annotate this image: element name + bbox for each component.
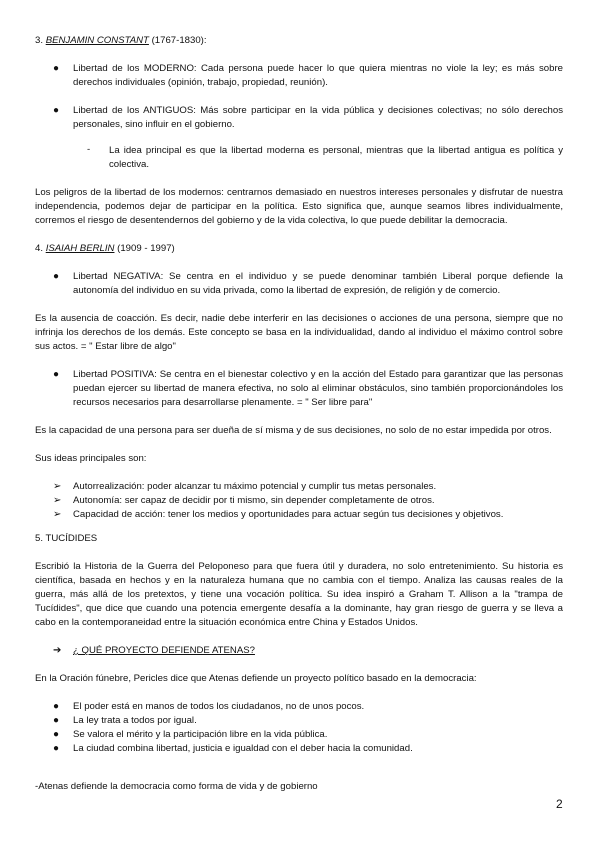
dash-icon: - — [87, 144, 91, 155]
section-number: 4. — [35, 243, 44, 254]
arrow-bullet-icon: ➢ — [53, 495, 62, 506]
democracy-points-list — [35, 700, 563, 756]
section-number: 3. — [35, 35, 44, 46]
constant-paragraph: Los peligros de la libertad de los modernos: centrarnos demasiado en nuestros intereses personales y disfrutar de nuestra independencia, podemos dejar de participar en la política. Esto significa que, aunque seamos libres individualmente, corremos el riesgo de desentendernos del gobierno y de la vida colectiva, lo que puede debilitar la democracia. — [35, 187, 563, 226]
list-item: ● El poder está en manos de todos los ciudadanos, no de unos pocos. — [53, 701, 365, 712]
bullet-icon: ● — [53, 701, 60, 712]
ideas-list — [35, 480, 563, 522]
bullet-icon: ● — [53, 729, 60, 740]
bullet-icon: ● — [53, 271, 60, 282]
list-item: ● La ciudad combina libertad, justicia e igualdad con el deber hacia la comunidad. — [53, 743, 413, 754]
list-item: ● Libertad de los MODERNO: Cada persona puede hacer lo que quiera mientras no viole la ley; es más sobre derechos individuales (opinión, trabajo, propiedad, reunión). — [53, 63, 563, 88]
arrow-right-icon: ➔ — [53, 645, 62, 656]
arrow-bullet-icon: ➢ — [53, 481, 62, 492]
list-item: ● Se valora el mérito y la participación libre en la vida pública. — [53, 729, 328, 740]
bullet-icon: ● — [53, 63, 60, 74]
positive-paragraph: Es la capacidad de una persona para ser dueña de sí misma y de sus decisiones, no solo de no estar impedida por otros. — [35, 425, 552, 436]
section-heading-constant — [35, 34, 563, 48]
author-years: (1909 - 1997) — [117, 243, 175, 254]
list-item: ● Libertad NEGATIVA: Se centra en el individuo y se puede denominar también Liberal porque defiende la autonomía del individuo en su vida privada, como la libertad de expresión, de religión y de comercio. — [53, 271, 563, 296]
author-years: (1767-1830): — [151, 35, 207, 46]
question-line — [53, 644, 563, 658]
bullet-icon: ● — [53, 105, 60, 116]
section-heading-tucidides: 5. TUCÍDIDES — [35, 533, 98, 544]
list-item: ● La ley trata a todos por igual. — [53, 715, 197, 726]
list-item: ● Libertad de los ANTIGUOS: Más sobre participar en la vida pública y decisiones colectivas; no sólo derechos personales, sino influir en el gobierno. — [53, 105, 563, 130]
bullet-icon: ● — [53, 743, 60, 754]
oracion-paragraph: En la Oración fúnebre, Pericles dice que Atenas defiende un proyecto político basado en la democracia: — [35, 673, 477, 684]
closing-line: -Atenas defiende la democracia como forma de vida y de gobierno — [35, 781, 318, 792]
page-number: 2 — [556, 797, 563, 811]
list-item: ➢ Capacidad de acción: tener los medios y oportunidades para actuar según tus decisiones y objetivos. — [53, 509, 504, 520]
ideas-intro: Sus ideas principales son: — [35, 453, 147, 464]
sub-list-item: - La idea principal es que la libertad moderna es personal, mientras que la libertad antigua es política y colectiva. — [87, 144, 563, 170]
list-item: ➢ Autonomía: ser capaz de decidir por ti mismo, sin depender completamente de otros. — [53, 495, 435, 506]
berlin-positive-list — [35, 368, 563, 410]
author-name: BENJAMIN CONSTANT — [45, 35, 149, 46]
berlin-negative-list — [35, 270, 563, 298]
section-heading-berlin — [35, 242, 563, 256]
constant-list — [35, 62, 563, 132]
question-heading: ¿ QUÉ PROYECTO DEFIENDE ATENAS? — [73, 645, 255, 656]
list-item: ➢ Autorrealización: poder alcanzar tu máximo potencial y cumplir tus metas personales. — [53, 481, 437, 492]
negative-paragraph: Es la ausencia de coacción. Es decir, nadie debe interferir en las decisiones o acciones de una persona, siempre que no infrinja los derechos de los demás. Este concepto se basa en la individualidad, dando al individuo el máximo control sobre sus actos. = " Estar libre de algo" — [35, 313, 563, 352]
document-page — [35, 34, 563, 794]
bullet-icon: ● — [53, 715, 60, 726]
list-item: ● Libertad POSITIVA: Se centra en el bienestar colectivo y en la acción del Estado para garantizar que las personas puedan ejercer su libertad de manera efectiva, no solo al eliminar obstáculos, sino también proporcionándoles los recursos necesarios para desarrollarse plenamente. = " Ser libre para" — [53, 369, 563, 408]
arrow-bullet-icon: ➢ — [53, 509, 62, 520]
author-name: ISAIAH BERLIN — [45, 243, 115, 254]
tucidides-paragraph: Escribió la Historia de la Guerra del Peloponeso para que fuera útil y duradera, no solo entretenimiento. Su historia es científica, basada en hechos y en la naturaleza humana que no cambia con el tiempo. Analiza las causas reales de la guerra, más allá de los pretextos, y tiene una vocación política. Su idea inspiró a Graham T. Allison a la "trampa de Tucídides", que dice que cuando una potencia emergente desafía a la dominante, hay gran riesgo de guerra y se lleva a cabo en la contemporaneidad entre la situación económica entre China y Estados Unidos. — [35, 561, 563, 628]
bullet-icon: ● — [53, 369, 60, 380]
